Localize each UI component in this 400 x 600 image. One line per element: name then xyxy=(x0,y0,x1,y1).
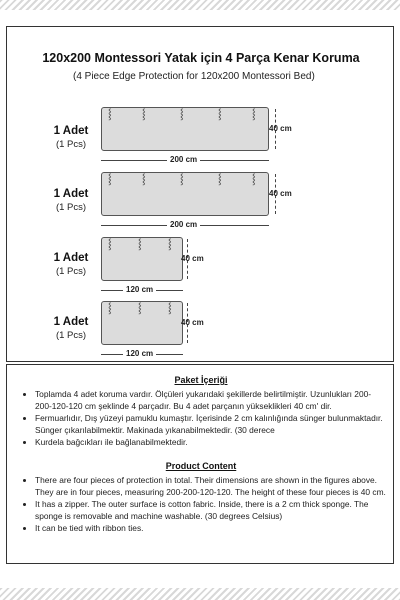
list-item: • There are four pieces of protection in total. Their dimensions are shown in the figures above. They are in four pieces, measuring 200-200-120-120. The height of these four pieces is 40 cm. xyxy=(35,475,387,498)
ribbon-tie-icon: ⸾ xyxy=(138,239,142,250)
ribbon-tie-icon: ⸾ xyxy=(108,239,112,250)
top-stripe-border xyxy=(0,0,400,10)
piece-3-height: 40 cm xyxy=(181,254,204,263)
tr-item-list xyxy=(7,389,387,450)
piece-2-qty-en: (1 Pcs) xyxy=(55,202,87,213)
piece-4-height: 40 cm xyxy=(181,318,204,327)
piece-3-qty: 1 Adet xyxy=(53,252,89,264)
piece-1-height: 40 cm xyxy=(269,124,292,133)
list-item: • Toplamda 4 adet koruma vardır. Ölçüleri yukarıdaki şekillerde belirtilmiştir. Uzunlukları 200-200-120-120 cm şeklinde 4 parçadır. Bu 4 adet parçanın yükseklikleri 40 cm' dir. xyxy=(35,389,387,412)
piece-2-qty: 1 Adet xyxy=(53,188,89,200)
ribbon-tie-icon: ⸾ xyxy=(142,109,146,120)
en-item-list xyxy=(7,475,387,536)
diagram-panel xyxy=(6,26,394,362)
list-item: • It has a zipper. The outer surface is cotton fabric. Inside, there is a 2 cm thick sponge. The sponge is removable and machine washable. (30 degrees Celsius) xyxy=(35,499,387,522)
piece-1-width: 200 cm xyxy=(167,155,200,164)
ribbon-tie-icon: ⸾ xyxy=(168,239,172,250)
tr-section-heading: Paket İçeriği xyxy=(174,375,228,385)
list-item: • Kurdela bağcıkları ile bağlanabilmektedir. xyxy=(35,437,387,449)
ribbon-tie-icon: ⸾ xyxy=(218,109,222,120)
piece-4-qty-en: (1 Pcs) xyxy=(55,330,87,341)
ribbon-tie-icon: ⸾ xyxy=(108,303,112,314)
piece-3-width: 120 cm xyxy=(123,285,156,294)
piece-3-qty-en: (1 Pcs) xyxy=(55,266,87,277)
piece-2-width: 200 cm xyxy=(167,220,200,229)
page-title: 120x200 Montessori Yatak için 4 Parça Kenar Koruma xyxy=(42,51,360,65)
ribbon-tie-icon: ⸾ xyxy=(180,174,184,185)
piece-4-shape xyxy=(101,301,183,345)
piece-4-width: 120 cm xyxy=(123,349,156,358)
ribbon-tie-icon: ⸾ xyxy=(108,109,112,120)
piece-1-qty-en: (1 Pcs) xyxy=(55,139,87,150)
ribbon-tie-icon: ⸾ xyxy=(252,174,256,185)
ribbon-tie-icon: ⸾ xyxy=(138,303,142,314)
list-item: • It can be tied with ribbon ties. xyxy=(35,523,387,535)
ribbon-tie-icon: ⸾ xyxy=(142,174,146,185)
ribbon-tie-icon: ⸾ xyxy=(108,174,112,185)
page-subtitle: (4 Piece Edge Protection for 120x200 Montessori Bed) xyxy=(73,71,315,82)
piece-1-qty: 1 Adet xyxy=(53,125,89,137)
piece-4-qty: 1 Adet xyxy=(53,316,89,328)
list-item: • Fermuarlıdır, Dış yüzeyi pamuklu kumaştır. İçerisinde 2 cm kalınlığında sünger bulunmaktadır. Sünger çıkarılabilmektir. Makinada yıkanabilmektedir. (30 derece xyxy=(35,413,387,436)
ribbon-tie-icon: ⸾ xyxy=(168,303,172,314)
bottom-stripe-border xyxy=(0,588,400,600)
piece-1-shape xyxy=(101,107,269,151)
ribbon-tie-icon: ⸾ xyxy=(252,109,256,120)
piece-2-shape xyxy=(101,172,269,216)
en-section-heading: Product Content xyxy=(165,461,237,471)
piece-2-height: 40 cm xyxy=(269,189,292,198)
piece-3-shape xyxy=(101,237,183,281)
ribbon-tie-icon: ⸾ xyxy=(180,109,184,120)
ribbon-tie-icon: ⸾ xyxy=(218,174,222,185)
description-panel xyxy=(6,364,394,564)
